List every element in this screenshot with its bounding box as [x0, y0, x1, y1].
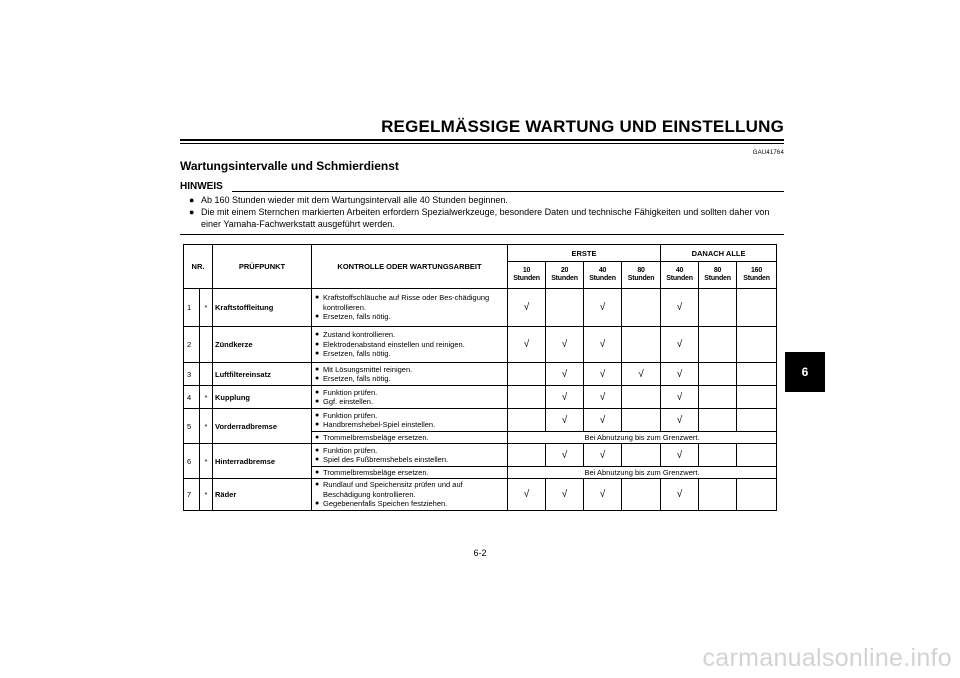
row-checks: ● Kraftstoffschläuche auf Risse oder Bes-chädigung kontrollieren. ● Ersetzen, falls nötig.: [312, 289, 508, 327]
interval-cell: [546, 289, 584, 327]
table-row: [184, 289, 777, 327]
chapter-tab: 6: [785, 352, 825, 392]
row-star: *: [200, 386, 213, 409]
interval-cell: [508, 386, 546, 409]
row-checks: ● Funktion prüfen. ● Handbremshebel-Spiel einstellen.: [312, 409, 508, 432]
interval-cell: [622, 409, 661, 432]
row-star: *: [200, 444, 213, 479]
interval-header: 40 Stunden: [661, 262, 699, 289]
note-bottom-rule: [180, 234, 784, 235]
header-check: KONTROLLE ODER WARTUNGSARBEIT: [312, 245, 508, 289]
row-checks: ● Mit Lösungsmittel reinigen. ● Ersetzen, falls nötig.: [312, 363, 508, 386]
interval-cell: [622, 444, 661, 467]
row-star: *: [200, 479, 213, 511]
bullet-icon: ●: [315, 433, 320, 441]
span-note: Bei Abnutzung bis zum Grenzwert.: [508, 432, 777, 444]
interval-cell: [699, 327, 737, 363]
row-number: 3: [184, 363, 200, 386]
bullet-icon: ●: [315, 481, 320, 489]
interval-header: 40 Stunden: [584, 262, 622, 289]
bullet-icon: ●: [315, 456, 320, 463]
row-item: Vorderradbremse: [213, 409, 312, 444]
check-mark: √: [508, 479, 546, 511]
bullet-icon: ●: [315, 468, 320, 476]
check-mark: √: [508, 327, 546, 363]
row-number: 6: [184, 444, 200, 479]
interval-cell: [737, 327, 777, 363]
row-checks: ● Rundlauf und Speichensitz prüfen und auf Beschädigung kontrollieren. ● Gegebenenfalls Speichen festziehen.: [312, 479, 508, 511]
row-checks: ● Funktion prüfen. ● Spiel des Fußbremshebels einstellen.: [312, 444, 508, 467]
row-item: Kraftstoffleitung: [213, 289, 312, 327]
check-mark: √: [661, 444, 699, 467]
table-row: [184, 386, 777, 409]
bullet-icon: ●: [315, 421, 320, 428]
header-first: ERSTE: [508, 245, 661, 262]
interval-cell: [699, 444, 737, 467]
bullet-icon: ●: [315, 375, 320, 382]
check-mark: √: [546, 363, 584, 386]
interval-cell: [508, 444, 546, 467]
check-mark: √: [546, 327, 584, 363]
interval-cell: [737, 386, 777, 409]
note-rule: [232, 191, 784, 192]
interval-cell: [737, 363, 777, 386]
page-number: 6-2: [473, 548, 487, 558]
check-mark: √: [584, 386, 622, 409]
bullet-icon: ●: [189, 207, 195, 217]
interval-cell: [699, 479, 737, 511]
bullet-icon: ●: [315, 340, 320, 348]
bullet-icon: ●: [315, 294, 320, 302]
interval-cell: [622, 289, 661, 327]
note-list: [189, 194, 784, 230]
note-item: [189, 206, 784, 230]
row-item: Zündkerze: [213, 327, 312, 363]
bullet-icon: ●: [315, 388, 320, 396]
interval-cell: [508, 363, 546, 386]
row-number: 2: [184, 327, 200, 363]
table-row: [184, 363, 777, 386]
check-mark: √: [661, 386, 699, 409]
check-mark: √: [584, 409, 622, 432]
bullet-icon: ●: [315, 331, 320, 339]
row-number: 4: [184, 386, 200, 409]
section-title: Wartungsintervalle und Schmierdienst: [180, 159, 399, 173]
interval-header: 80 Stunden: [622, 262, 661, 289]
row-item: Kupplung: [213, 386, 312, 409]
interval-cell: [622, 386, 661, 409]
row-item: Luftfiltereinsatz: [213, 363, 312, 386]
header-item: PRÜFPUNKT: [213, 245, 312, 289]
interval-cell: [699, 289, 737, 327]
row-star: [200, 327, 213, 363]
row-checks: ● Trommelbremsbeläge ersetzen.: [312, 432, 508, 444]
bullet-icon: ●: [315, 411, 320, 419]
check-mark: √: [661, 289, 699, 327]
interval-cell: [622, 479, 661, 511]
row-star: *: [200, 409, 213, 444]
interval-cell: [508, 409, 546, 432]
row-checks: ● Zustand kontrollieren. ● Elektrodenabstand einstellen und reinigen. ● Ersetzen, falls nötig.: [312, 327, 508, 363]
interval-header: 80 Stunden: [699, 262, 737, 289]
row-item: Räder: [213, 479, 312, 511]
note-text: Ab 160 Stunden wieder mit dem Wartungsintervall alle 40 Stunden beginnen.: [201, 195, 508, 205]
interval-cell: [699, 363, 737, 386]
check-mark: √: [546, 386, 584, 409]
row-star: [200, 363, 213, 386]
note-item: [189, 194, 784, 206]
check-mark: √: [508, 289, 546, 327]
document-code: GAU41764: [752, 150, 784, 156]
interval-cell: [622, 327, 661, 363]
check-mark: √: [584, 289, 622, 327]
interval-cell: [737, 444, 777, 467]
check-mark: √: [661, 409, 699, 432]
row-item: Hinterradbremse: [213, 444, 312, 479]
bullet-icon: ●: [315, 398, 320, 405]
span-note: Bei Abnutzung bis zum Grenzwert.: [508, 467, 777, 479]
check-mark: √: [661, 479, 699, 511]
header-nr: NR.: [184, 245, 213, 289]
title-rule: [180, 139, 784, 144]
bullet-icon: ●: [315, 446, 320, 454]
note-label: HINWEIS: [180, 181, 223, 192]
row-number: 5: [184, 409, 200, 444]
bullet-icon: ●: [315, 500, 320, 508]
interval-header: 160 Stunden: [737, 262, 777, 289]
bullet-icon: ●: [189, 195, 195, 205]
check-mark: √: [584, 327, 622, 363]
check-mark: √: [546, 444, 584, 467]
row-checks: ● Trommelbremsbeläge ersetzen.: [312, 467, 508, 479]
interval-cell: [737, 479, 777, 511]
header-every: DANACH ALLE: [661, 245, 777, 262]
interval-header: 10 Stunden: [508, 262, 546, 289]
watermark: carmanualsonline.info: [702, 644, 952, 672]
interval-cell: [699, 409, 737, 432]
table-row: [184, 409, 777, 432]
check-mark: √: [622, 363, 661, 386]
bullet-icon: ●: [315, 350, 320, 358]
bullet-icon: ●: [315, 313, 320, 321]
table-row: [184, 444, 777, 467]
interval-cell: [737, 409, 777, 432]
table-row: [184, 479, 777, 511]
check-mark: √: [546, 409, 584, 432]
check-mark: √: [584, 479, 622, 511]
row-number: 1: [184, 289, 200, 327]
bullet-icon: ●: [315, 365, 320, 373]
interval-cell: [699, 386, 737, 409]
row-star: *: [200, 289, 213, 327]
table-row: [184, 327, 777, 363]
check-mark: √: [546, 479, 584, 511]
row-checks: ● Funktion prüfen. ● Ggf. einstellen.: [312, 386, 508, 409]
interval-cell: [737, 289, 777, 327]
check-mark: √: [661, 363, 699, 386]
interval-header: 20 Stunden: [546, 262, 584, 289]
maintenance-table: [183, 244, 777, 511]
check-mark: √: [661, 327, 699, 363]
row-number: 7: [184, 479, 200, 511]
check-mark: √: [584, 444, 622, 467]
check-mark: √: [584, 363, 622, 386]
note-text: Die mit einem Sternchen markierten Arbeiten erfordern Spezialwerkzeuge, besondere Daten und technische Fähigkeiten und sollten daher von einer Yamaha-Fachwerkstatt ausgeführt werden.: [201, 207, 770, 229]
page-title: REGELMÄSSIGE WARTUNG UND EINSTELLUNG: [381, 117, 784, 136]
